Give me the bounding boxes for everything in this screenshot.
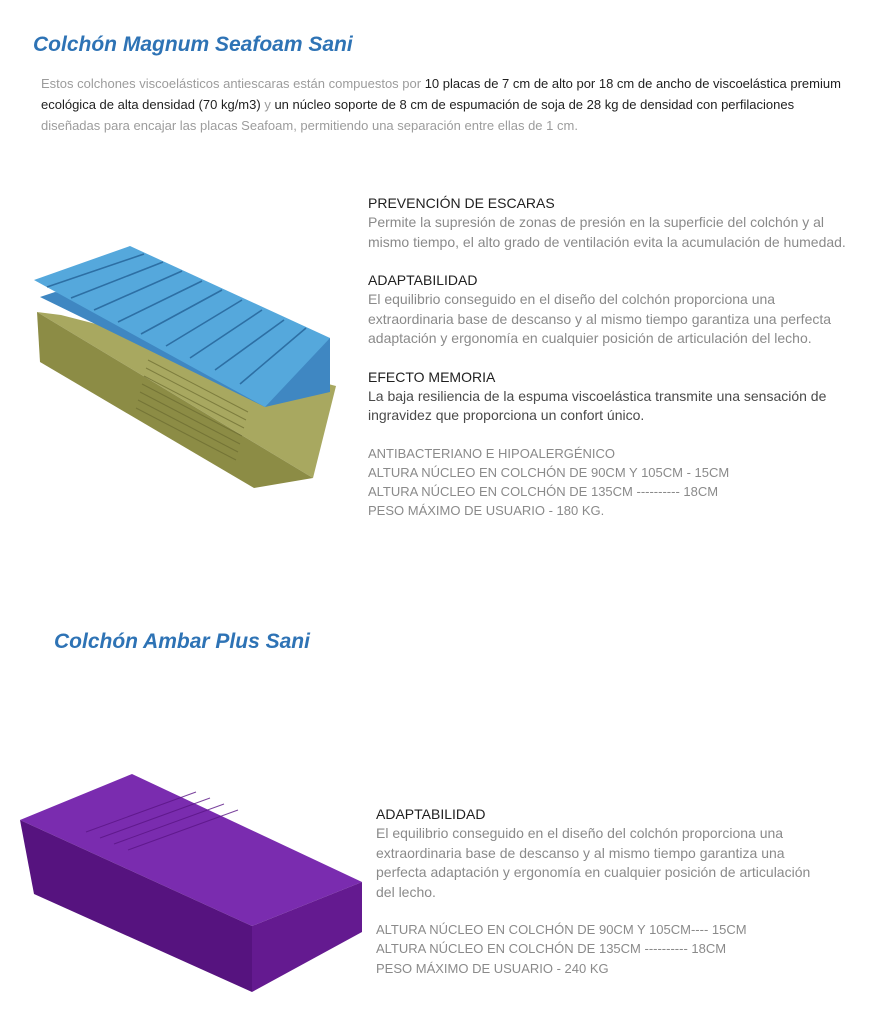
intro-part1: Estos colchones viscoelásticos antiescaras están compuestos por (41, 76, 425, 91)
feature-text-escaras: Permite la supresión de zonas de presión en la superficie del colchón y al mismo tiempo, el alto grado de ventilación evita la acumulación de humedad. (368, 214, 846, 250)
seafoam-mattress-illustration (28, 240, 346, 492)
feature-text-adaptabilidad: El equilibrio conseguido en el diseño del colchón proporciona una extraordinaria base de descanso y al mismo tiempo garantiza una perfecta adaptación y ergonomía en cualquier posición de articulación del lecho. (376, 825, 811, 900)
feature-text-adaptabilidad: El equilibrio conseguido en el diseño del colchón proporciona una extraordinaria base de descanso y al mismo tiempo garantiza una perfecta adaptación y ergonomía en cualquier posición de articulación del lecho. (368, 291, 832, 346)
spec-line: ALTURA NÚCLEO EN COLCHÓN DE 135CM ---------- 18CM (368, 484, 719, 500)
spec-line: ANTIBACTERIANO E HIPOALERGÉNICO (368, 445, 616, 461)
spec-line: ALTURA NÚCLEO EN COLCHÓN DE 90CM Y 105CM - 15CM (368, 464, 730, 480)
spec-line: ALTURA NÚCLEO EN COLCHÓN DE 135CM ---------- 18CM (376, 941, 727, 957)
feature-heading-adaptabilidad: ADAPTABILIDAD (376, 806, 486, 822)
product1-intro (41, 73, 841, 136)
feature-text-memoria: La baja resiliencia de la espuma viscoelástica transmite una sensación de ingravidez que proporciona un confort único. (368, 387, 827, 423)
ambar-mattress-illustration (16, 772, 364, 996)
product1-features (368, 193, 858, 521)
intro-part2: 10 placas de 7 cm de alto por 18 cm de ancho de viscoelástica premium ecológica de alta densidad (70 kg/m3) (41, 76, 841, 112)
feature-heading-memoria: EFECTO MEMORIA (368, 368, 496, 385)
product2-features (376, 804, 866, 978)
product2-title: Colchón Ambar Plus Sani (54, 630, 310, 653)
feature-heading-escaras: PREVENCIÓN DE ESCARAS (368, 195, 555, 211)
feature-heading-adaptabilidad: ADAPTABILIDAD (368, 272, 478, 288)
product1-title: Colchón Magnum Seafoam Sani (33, 33, 353, 56)
intro-part4: un núcleo soporte de 8 cm de espumación de soja de 28 kg de densidad con perfilaciones (274, 97, 795, 112)
spec-line: PESO MÁXIMO DE USUARIO - 240 KG (376, 960, 609, 976)
intro-part3: y (260, 97, 275, 112)
intro-part5: diseñadas para encajar las placas Seafoam, permitiendo una separación entre ellas de 1 cm. (41, 118, 578, 133)
spec-line: ALTURA NÚCLEO EN COLCHÓN DE 90CM Y 105CM---- 15CM (376, 922, 747, 937)
spec-line: PESO MÁXIMO DE USUARIO - 180 KG. (368, 503, 605, 519)
